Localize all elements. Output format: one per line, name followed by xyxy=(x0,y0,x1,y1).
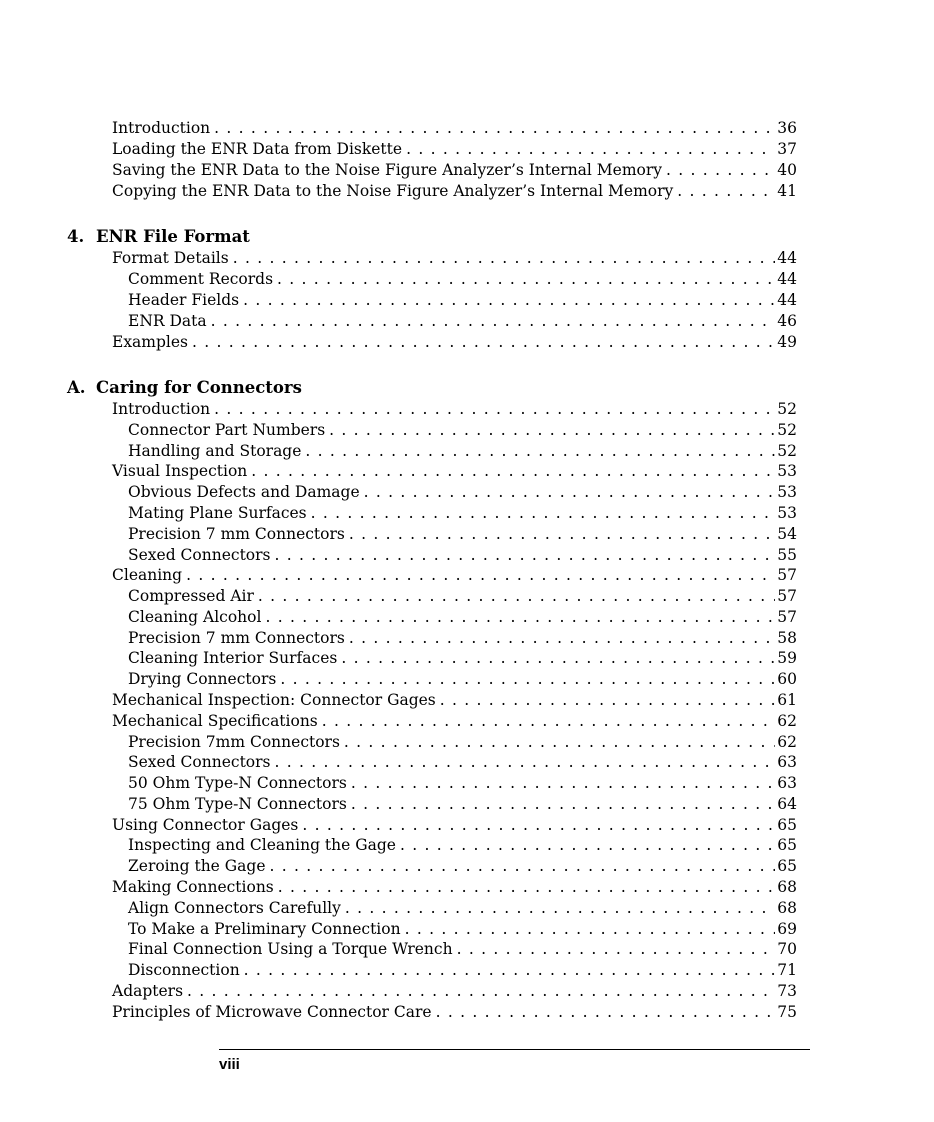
dot-leader xyxy=(211,311,776,331)
dot-leader xyxy=(677,181,775,201)
toc-entry-page: 49 xyxy=(777,333,797,351)
toc-entry-page: 54 xyxy=(777,525,797,543)
toc-entry-title: 75 Ohm Type-N Connectors xyxy=(128,795,347,813)
toc-entry-page: 52 xyxy=(777,400,797,418)
toc-entry-title: Final Connection Using a Torque Wrench xyxy=(128,940,453,958)
toc-entry-page: 37 xyxy=(777,140,797,158)
dot-leader xyxy=(280,669,775,689)
dot-leader xyxy=(192,332,775,352)
dot-leader xyxy=(305,441,775,461)
toc-subentry[interactable] xyxy=(128,607,797,627)
toc-entry-title: Cleaning xyxy=(112,566,183,584)
toc-entry-title: Drying Connectors xyxy=(128,670,277,688)
dot-leader xyxy=(187,981,775,1001)
toc-entry[interactable] xyxy=(112,160,797,180)
toc-entry-page: 44 xyxy=(777,249,797,267)
toc-subentry[interactable] xyxy=(128,628,797,648)
toc-entry[interactable] xyxy=(112,815,797,835)
footer-rule xyxy=(219,1049,810,1050)
toc-entry-page: 63 xyxy=(777,774,797,792)
toc-entry-title: Align Connectors Carefully xyxy=(128,899,341,917)
toc-entry-page: 57 xyxy=(777,566,797,584)
toc-entry[interactable] xyxy=(112,399,797,419)
toc-entry-title: Saving the ENR Data to the Noise Figure Analyzer’s Internal Memory xyxy=(112,161,663,179)
dot-leader xyxy=(345,898,775,918)
toc-entry-page: 53 xyxy=(777,462,797,480)
dot-leader xyxy=(329,420,775,440)
dot-leader xyxy=(275,545,776,565)
toc-subentry[interactable] xyxy=(128,311,797,331)
dot-leader xyxy=(233,248,776,268)
toc-subentry[interactable] xyxy=(128,773,797,793)
toc-entry-title: Principles of Microwave Connector Care xyxy=(112,1003,432,1021)
toc-subentry[interactable] xyxy=(128,960,797,980)
toc-entry-title: Zeroing the Gage xyxy=(128,857,266,875)
toc-subentry[interactable] xyxy=(128,545,797,565)
toc-entry-title: Inspecting and Cleaning the Gage xyxy=(128,836,396,854)
toc-subentry[interactable] xyxy=(128,898,797,918)
toc-entry-title: Making Connections xyxy=(112,878,274,896)
toc-entry[interactable] xyxy=(112,139,797,159)
toc-subentry[interactable] xyxy=(128,586,797,606)
dot-leader xyxy=(349,524,775,544)
toc-entry[interactable] xyxy=(112,181,797,201)
dot-leader xyxy=(349,628,775,648)
toc-entry-title: Visual Inspection xyxy=(112,462,248,480)
dot-leader xyxy=(258,586,775,606)
toc-entry-page: 68 xyxy=(777,899,797,917)
toc-entry-title: Mechanical Specifications xyxy=(112,712,318,730)
toc-entry-page: 57 xyxy=(777,608,797,626)
toc-entry-title: Mechanical Inspection: Connector Gages xyxy=(112,691,436,709)
toc-entry[interactable] xyxy=(112,118,797,138)
toc-subentry[interactable] xyxy=(128,441,797,461)
dot-leader xyxy=(244,960,776,980)
toc-subentry[interactable] xyxy=(128,524,797,544)
toc-entry-title: 50 Ohm Type-N Connectors xyxy=(128,774,347,792)
toc-subentry[interactable] xyxy=(128,503,797,523)
toc-entry[interactable] xyxy=(112,1002,797,1022)
toc-entry-title: Introduction xyxy=(112,400,211,418)
dot-leader xyxy=(302,815,775,835)
toc-subentry[interactable] xyxy=(128,856,797,876)
toc-entry-page: 62 xyxy=(777,733,797,751)
toc-entry-title: Copying the ENR Data to the Noise Figure Analyzer’s Internal Memory xyxy=(112,182,674,200)
toc-entry[interactable] xyxy=(112,332,797,352)
chapter-number: 4. xyxy=(67,227,85,246)
toc-entry-page: 75 xyxy=(777,1003,797,1021)
dot-leader xyxy=(278,877,776,897)
toc-entry-title: Using Connector Gages xyxy=(112,816,299,834)
dot-leader xyxy=(275,752,776,772)
dot-leader xyxy=(666,160,775,180)
toc-entry-title: Precision 7 mm Connectors xyxy=(128,629,345,647)
toc-entry-title: Sexed Connectors xyxy=(128,753,271,771)
dot-leader xyxy=(270,856,776,876)
toc-entry[interactable] xyxy=(112,248,797,268)
toc-subentry[interactable] xyxy=(128,482,797,502)
appendix-title: Caring for Connectors xyxy=(96,378,302,397)
toc-entry-page: 53 xyxy=(777,504,797,522)
dot-leader xyxy=(265,607,775,627)
dot-leader xyxy=(351,773,775,793)
toc-entry-page: 69 xyxy=(777,920,797,938)
toc-entry-page: 41 xyxy=(777,182,797,200)
toc-entry-page: 52 xyxy=(777,421,797,439)
dot-leader xyxy=(277,269,775,289)
toc-subentry[interactable] xyxy=(128,939,797,959)
toc-entry-page: 63 xyxy=(777,753,797,771)
toc-entry[interactable] xyxy=(112,690,797,710)
toc-entry-page: 44 xyxy=(777,270,797,288)
toc-entry-page: 68 xyxy=(777,878,797,896)
toc-entry-title: Header Fields xyxy=(128,291,240,309)
dot-leader xyxy=(186,565,775,585)
dot-leader xyxy=(251,461,775,481)
appendix-heading[interactable] xyxy=(67,378,302,398)
toc-entry-title: ENR Data xyxy=(128,312,207,330)
toc-entry-page: 40 xyxy=(777,161,797,179)
toc-entry-page: 53 xyxy=(777,483,797,501)
toc-entry-title: Connector Part Numbers xyxy=(128,421,326,439)
page-number: viii xyxy=(219,1056,240,1073)
dot-leader xyxy=(436,1002,776,1022)
toc-entry-title: To Make a Preliminary Connection xyxy=(128,920,401,938)
toc-entry-title: Disconnection xyxy=(128,961,240,979)
toc-entry-page: 52 xyxy=(777,442,797,460)
dot-leader xyxy=(311,503,776,523)
toc-entry[interactable] xyxy=(112,461,797,481)
toc-entry-title: Precision 7 mm Connectors xyxy=(128,525,345,543)
dot-leader xyxy=(214,118,775,138)
toc-entry[interactable] xyxy=(112,711,797,731)
toc-subentry[interactable] xyxy=(128,919,797,939)
dot-leader xyxy=(351,794,775,814)
toc-entry-title: Cleaning Alcohol xyxy=(128,608,262,626)
toc-entry-page: 36 xyxy=(777,119,797,137)
dot-leader xyxy=(341,648,775,668)
toc-subentry[interactable] xyxy=(128,290,797,310)
toc-entry-page: 65 xyxy=(777,816,797,834)
toc-entry-page: 71 xyxy=(777,961,797,979)
toc-subentry[interactable] xyxy=(128,752,797,772)
toc-entry-page: 58 xyxy=(777,629,797,647)
toc-entry[interactable] xyxy=(112,981,797,1001)
toc-entry-page: 73 xyxy=(777,982,797,1000)
toc-entry-title: Compressed Air xyxy=(128,587,254,605)
dot-leader xyxy=(322,711,776,731)
toc-entry-title: Introduction xyxy=(112,119,211,137)
toc-entry-title: Precision 7mm Connectors xyxy=(128,733,340,751)
dot-leader xyxy=(400,835,775,855)
toc-entry-title: Obvious Defects and Damage xyxy=(128,483,360,501)
toc-entry[interactable] xyxy=(112,565,797,585)
toc-subentry[interactable] xyxy=(128,732,797,752)
toc-entry-page: 70 xyxy=(777,940,797,958)
toc-subentry[interactable] xyxy=(128,648,797,668)
dot-leader xyxy=(457,939,776,959)
toc-entry-page: 65 xyxy=(777,857,797,875)
toc-subentry[interactable] xyxy=(128,269,797,289)
toc-entry-page: 60 xyxy=(777,670,797,688)
toc-entry-page: 59 xyxy=(777,649,797,667)
toc-entry-title: Comment Records xyxy=(128,270,274,288)
toc-entry-title: Loading the ENR Data from Diskette xyxy=(112,140,403,158)
toc-entry-page: 44 xyxy=(777,291,797,309)
toc-entry-page: 62 xyxy=(777,712,797,730)
toc-entry-page: 64 xyxy=(777,795,797,813)
dot-leader xyxy=(344,732,775,752)
dot-leader xyxy=(364,482,776,502)
toc-entry-page: 65 xyxy=(777,836,797,854)
toc-entry[interactable] xyxy=(112,877,797,897)
dot-leader xyxy=(243,290,775,310)
toc-entry-page: 61 xyxy=(777,691,797,709)
toc-entry-title: Examples xyxy=(112,333,189,351)
toc-entry-page: 55 xyxy=(777,546,797,564)
chapter-heading[interactable] xyxy=(67,227,250,247)
dot-leader xyxy=(405,919,776,939)
dot-leader xyxy=(440,690,776,710)
toc-entry-page: 57 xyxy=(777,587,797,605)
toc-subentry[interactable] xyxy=(128,420,797,440)
appendix-letter: A. xyxy=(67,378,86,397)
toc-entry-title: Format Details xyxy=(112,249,229,267)
toc-entry-title: Mating Plane Surfaces xyxy=(128,504,307,522)
toc-subentry[interactable] xyxy=(128,794,797,814)
chapter-title: ENR File Format xyxy=(96,227,250,246)
toc-subentry[interactable] xyxy=(128,835,797,855)
dot-leader xyxy=(406,139,775,159)
toc-entry-title: Cleaning Interior Surfaces xyxy=(128,649,338,667)
toc-entry-title: Adapters xyxy=(112,982,184,1000)
dot-leader xyxy=(214,399,775,419)
toc-subentry[interactable] xyxy=(128,669,797,689)
toc-entry-title: Handling and Storage xyxy=(128,442,302,460)
toc-entry-page: 46 xyxy=(777,312,797,330)
toc-entry-title: Sexed Connectors xyxy=(128,546,271,564)
